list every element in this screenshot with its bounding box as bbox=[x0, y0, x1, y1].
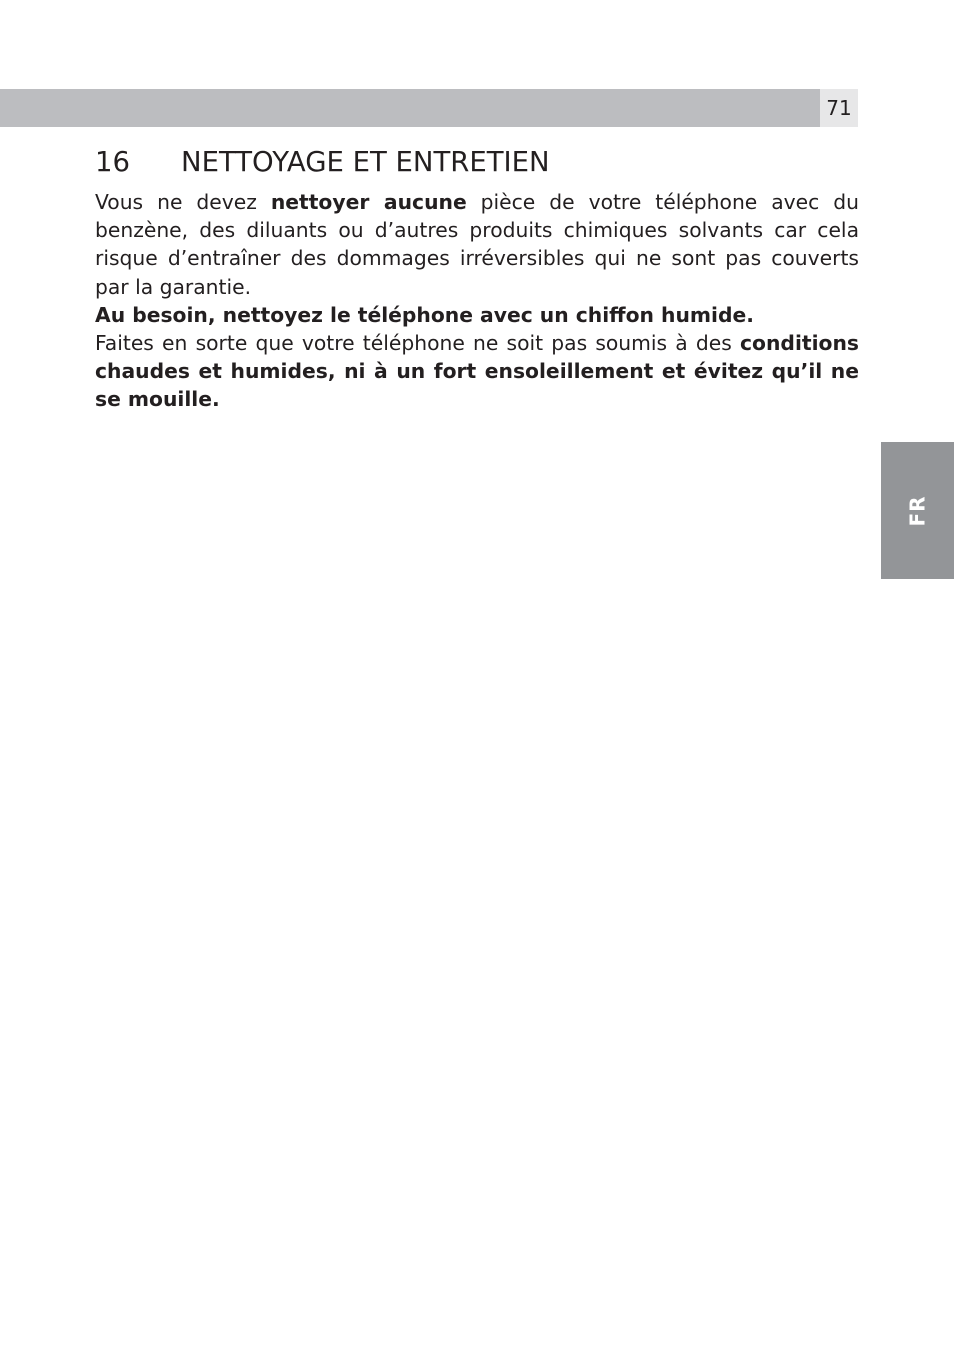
header-bar bbox=[0, 89, 820, 127]
section-title: NETTOYAGE ET ENTRETIEN bbox=[181, 146, 550, 178]
language-tab bbox=[881, 442, 954, 579]
paragraph-warning bbox=[95, 188, 859, 301]
section-heading bbox=[95, 142, 859, 182]
paragraph-conditions bbox=[95, 329, 859, 414]
section-body bbox=[95, 188, 859, 414]
paragraph-warning-text-2: pièce de votre téléphone avec du benzène, des diluants ou d’autres produits chimiques solvants car cela risque d’entraîner des dommages irréversibles qui ne sont pas couverts par la garantie. bbox=[95, 190, 859, 299]
paragraph-warning-emphasis: nettoyer aucune bbox=[270, 190, 467, 214]
paragraph-cleaning-tip-text: Au besoin, nettoyez le téléphone avec un chiffon humide. bbox=[95, 302, 754, 327]
paragraph-warning-text-1: Vous ne devez bbox=[95, 190, 271, 214]
paragraph-conditions-emphasis: conditions chaudes et humides, ni à un fort ensoleillement et évitez qu’il ne se mouille. bbox=[95, 331, 859, 412]
paragraph-conditions-text: Faites en sorte que votre téléphone ne soit pas soumis à des bbox=[95, 331, 741, 356]
section-number: 16 bbox=[95, 146, 130, 178]
paragraph-cleaning-tip bbox=[95, 301, 859, 329]
page-number bbox=[820, 89, 858, 127]
language-tab-label: FR bbox=[905, 494, 930, 527]
page-number-label: 71 bbox=[826, 96, 852, 120]
